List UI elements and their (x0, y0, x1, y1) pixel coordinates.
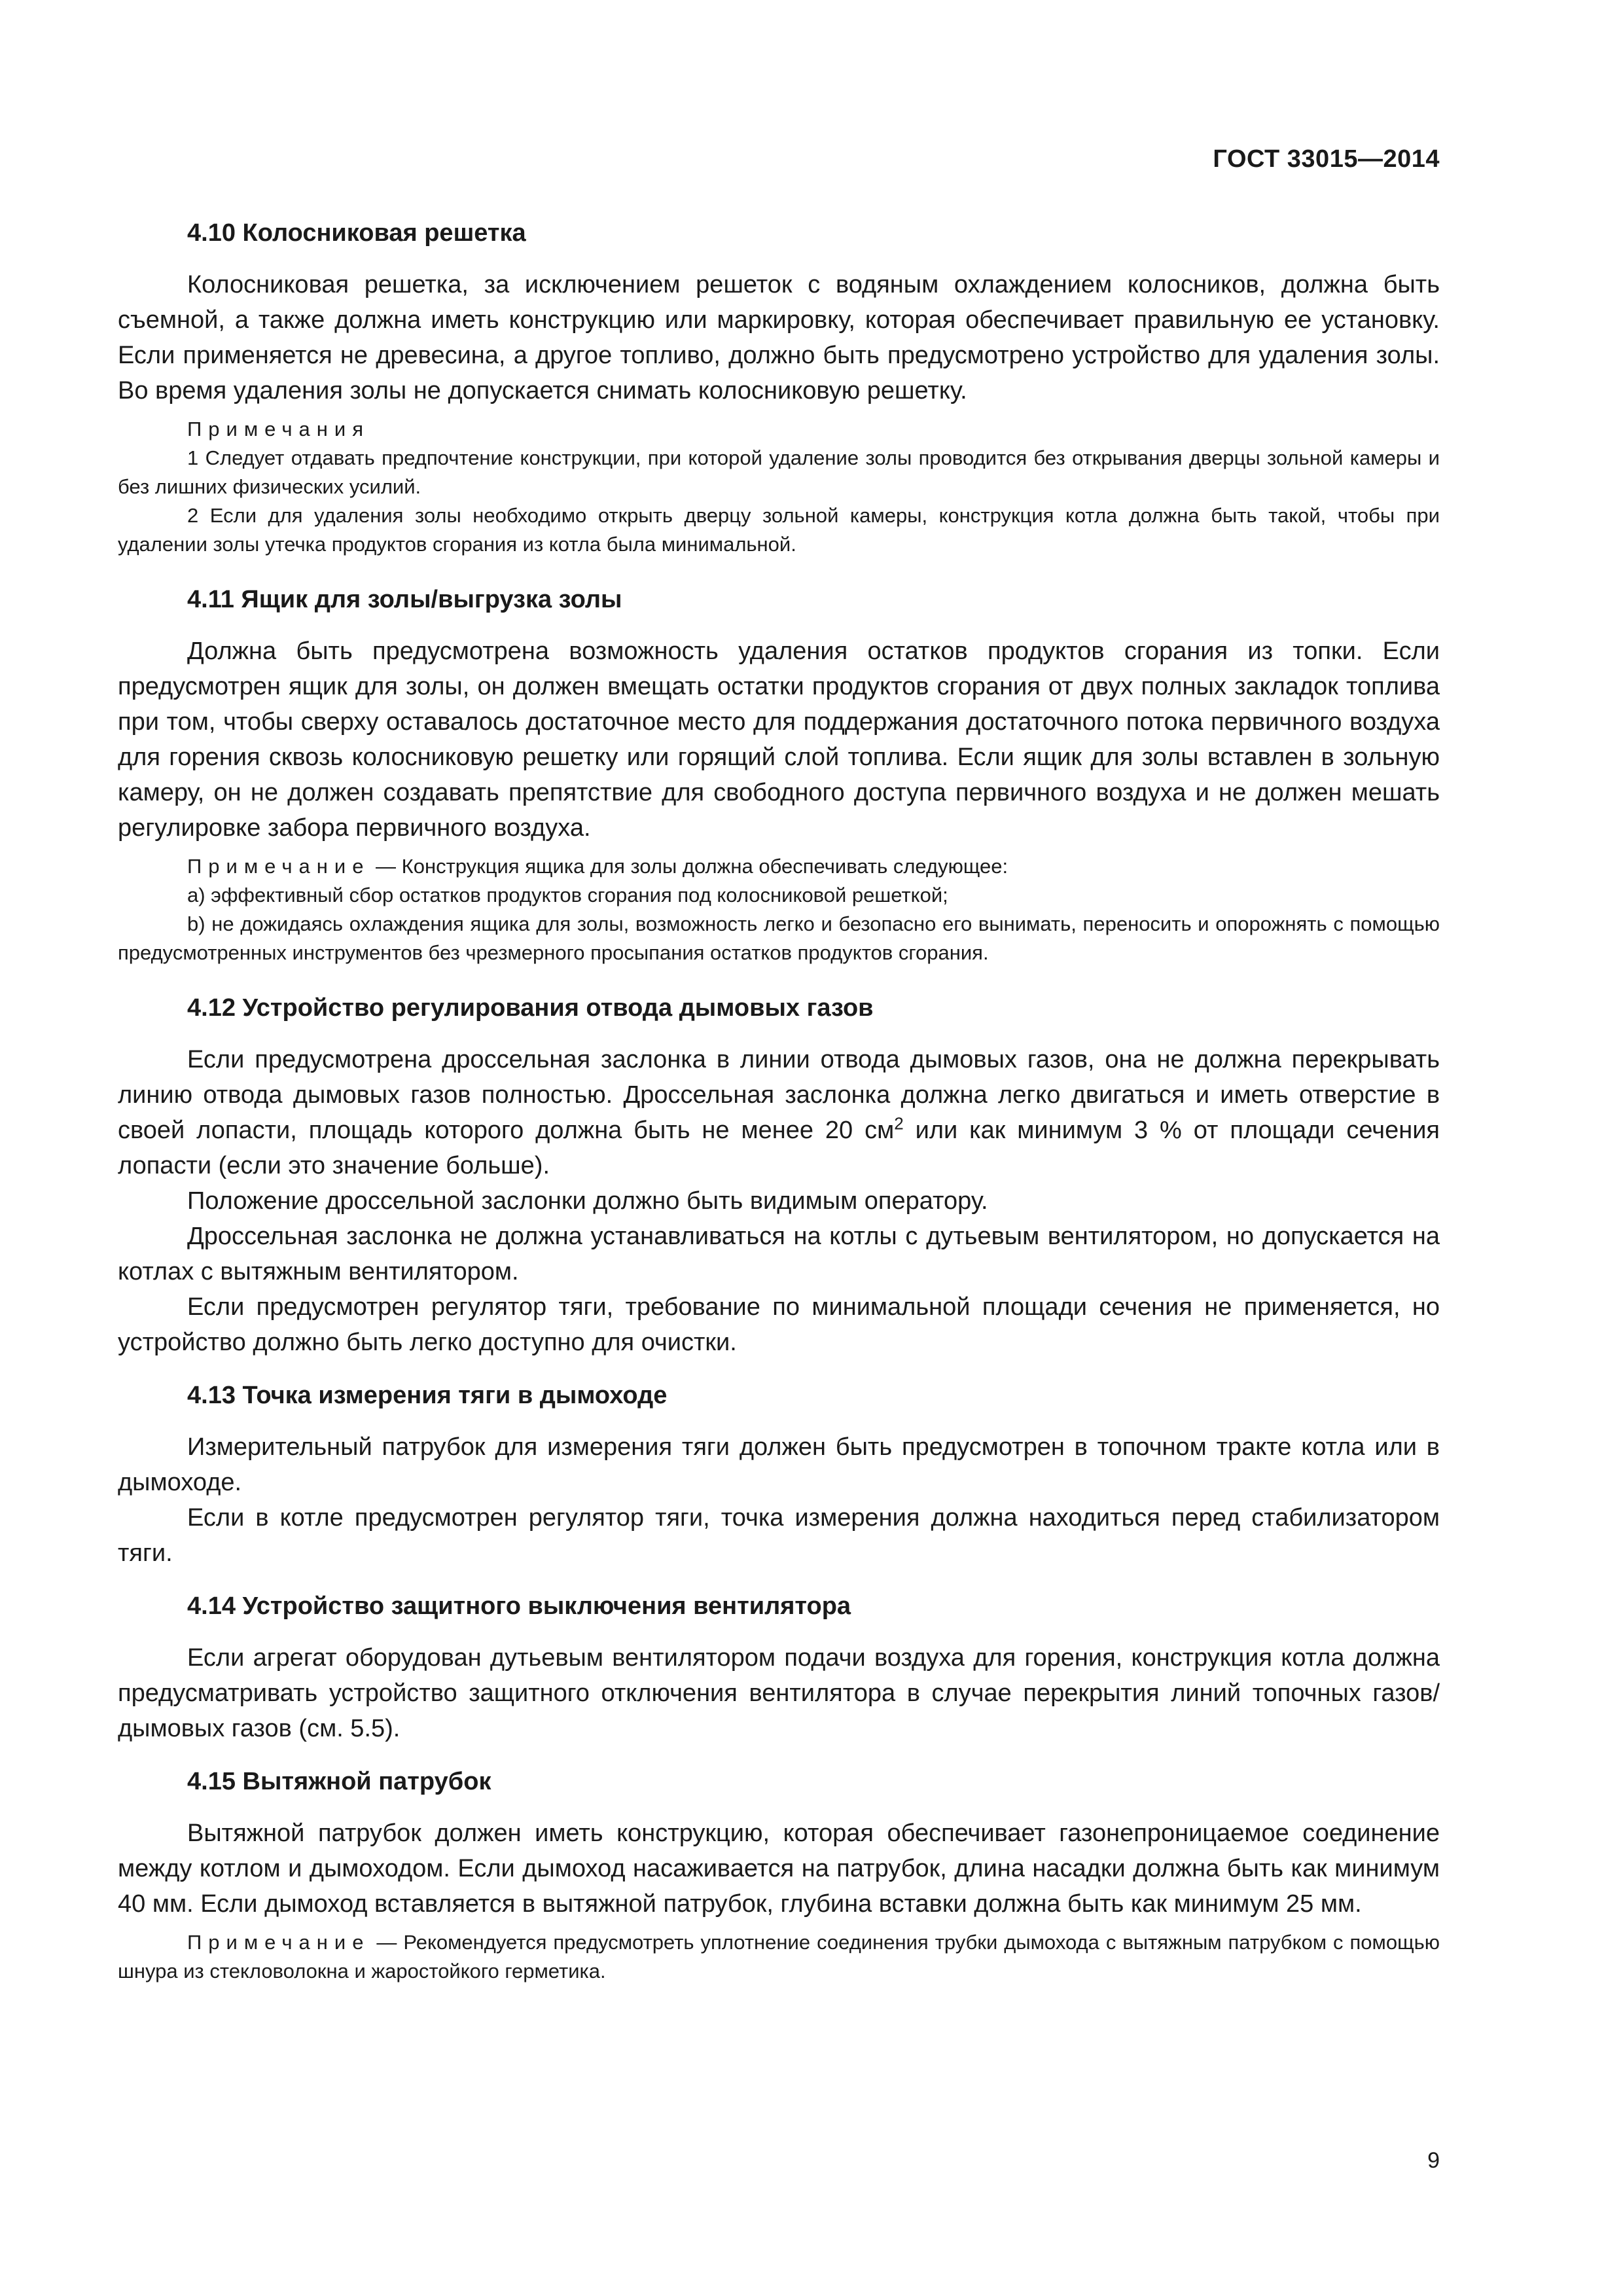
section-title: 4.14 Устройство защитного выключения вентилятора (187, 1592, 851, 1620)
notes-block (118, 852, 1440, 967)
body-paragraph: Дроссельная заслонка не должна устанавливаться на котлы с дутьевым вентилятором, но допускается на котлах с вытяжным вентилятором. (118, 1223, 1440, 1285)
note-intro (118, 852, 1440, 881)
section-4-14 (118, 1589, 1440, 1746)
section-title: 4.15 Вытяжной патрубок (187, 1768, 491, 1795)
body-paragraph: Если предусмотрен регулятор тяги, требование по минимальной площади сечения не применяется, но устройство должно быть легко доступно для очистки. (118, 1293, 1440, 1356)
body-paragraph: Измерительный патрубок для измерения тяги должен быть предусмотрен в топочном тракте котла или в дымоходе. (118, 1433, 1440, 1496)
notes-block (118, 1928, 1440, 1986)
section-title: 4.12 Устройство регулирования отвода дымовых газов (187, 994, 874, 1022)
note-intro-text: — Конструкция ящика для золы должна обеспечивать следующее: (370, 855, 1008, 878)
body-paragraph: Если в котле предусмотрен регулятор тяги, точка измерения должна находиться перед стабилизатором тяги. (118, 1504, 1440, 1567)
document-code-header: ГОСТ 33015—2014 (1213, 145, 1440, 173)
note-item (118, 1928, 1440, 1986)
section-title: 4.10 Колосниковая решетка (187, 219, 526, 247)
body-paragraph: Если агрегат оборудован дутьевым вентилятором подачи воздуха для горения, конструкция котла должна предусматривать устройство защитного отключения вентилятора в случае перекрытия линий топочных газов/дымовых газов (см. 5.5). (118, 1644, 1440, 1742)
page-number: 9 (1427, 2148, 1440, 2173)
note-item: b) не дожидаясь охлаждения ящика для золы, возможность легко и безопасно его вынимать, переносить и опорожнять с помощью предусмотренных инструментов без чрезмерного просыпания остатков продуктов сгорания. (118, 912, 1440, 964)
body-paragraph: Положение дроссельной заслонки должно быть видимым оператору. (187, 1187, 988, 1215)
para-text: Если предусмотрена дроссельная заслонка в линии отвода дымовых газов, она не должна перекрывать линию отвода дымовых газов полностью. Дроссельная заслонка должна легко двигаться и иметь отверстие в своей лопасти, площадь которого должна быть не менее 20 см (118, 1046, 1440, 1144)
note-item: 2 Если для удаления золы необходимо открыть дверцу зольной камеры, конструкция котла должна быть такой, чтобы при удалении золы утечка продуктов сгорания из котла была минимальной. (118, 504, 1440, 556)
notes-label: Примечания (187, 418, 370, 440)
section-4-15 (118, 1765, 1440, 1986)
note-item: a) эффективный сбор остатков продуктов сгорания под колосниковой решеткой; (187, 884, 948, 906)
body-paragraph: Колосниковая решетка, за исключением решеток с водяным охлаждением колосников, должна быть съемной, а также должна иметь конструкцию или маркировку, которая обеспечивает правильную ее установку. Если применяется не древесина, а другое топливо, должно быть предусмотрено устройство для удаления золы. Во время удаления золы не допускается снимать колосниковую решетку. (118, 271, 1440, 404)
section-4-11 (118, 583, 1440, 967)
note-label: Примечание (187, 1931, 370, 1954)
superscript: 2 (894, 1113, 904, 1134)
note-text: — Рекомендуется предусмотреть уплотнение соединения трубки дымохода с вытяжным патрубком с помощью шнура из стекловолокна и жаростойкого герметика. (118, 1931, 1440, 1982)
body-paragraph: Вытяжной патрубок должен иметь конструкцию, которая обеспечивает газонепроницаемое соединение между котлом и дымоходом. Если дымоход насаживается на патрубок, длина насадки должна быть как минимум 40 мм. Если дымоход вставляется в вытяжной патрубок, глубина вставки должна быть как минимум 25 мм. (118, 1820, 1440, 1918)
section-4-12 (118, 991, 1440, 1360)
section-title: 4.11 Ящик для золы/выгрузка золы (187, 586, 622, 613)
section-title: 4.13 Точка измерения тяги в дымоходе (187, 1382, 668, 1409)
section-4-10 (118, 216, 1440, 559)
note-item: 1 Следует отдавать предпочтение конструкции, при которой удаление золы проводится без открывания дверцы зольной камеры и без лишних физических усилий. (118, 446, 1440, 498)
note-label: Примечание (187, 855, 370, 878)
body-paragraph (118, 1042, 1440, 1183)
page-content (118, 216, 1440, 2009)
para-text: или как минимум 3 % от площади сечения лопасти (если это значение больше). (118, 1117, 1440, 1179)
notes-block (118, 415, 1440, 559)
section-4-13 (118, 1378, 1440, 1571)
body-paragraph: Должна быть предусмотрена возможность удаления остатков продуктов сгорания из топки. Если предусмотрен ящик для золы, он должен вмещать остатки продуктов сгорания от двух полных закладок топлива при том, чтобы сверху оставалось достаточное место для поддержания достаточного потока первичного воздуха для горения сквозь колосниковую решетку или горящий слой топлива. Если ящик для золы вставлен в зольную камеру, он не должен создавать препятствие для свободного доступа первичного воздуха и не должен мешать регулировке забора первичного воздуха. (118, 637, 1440, 842)
